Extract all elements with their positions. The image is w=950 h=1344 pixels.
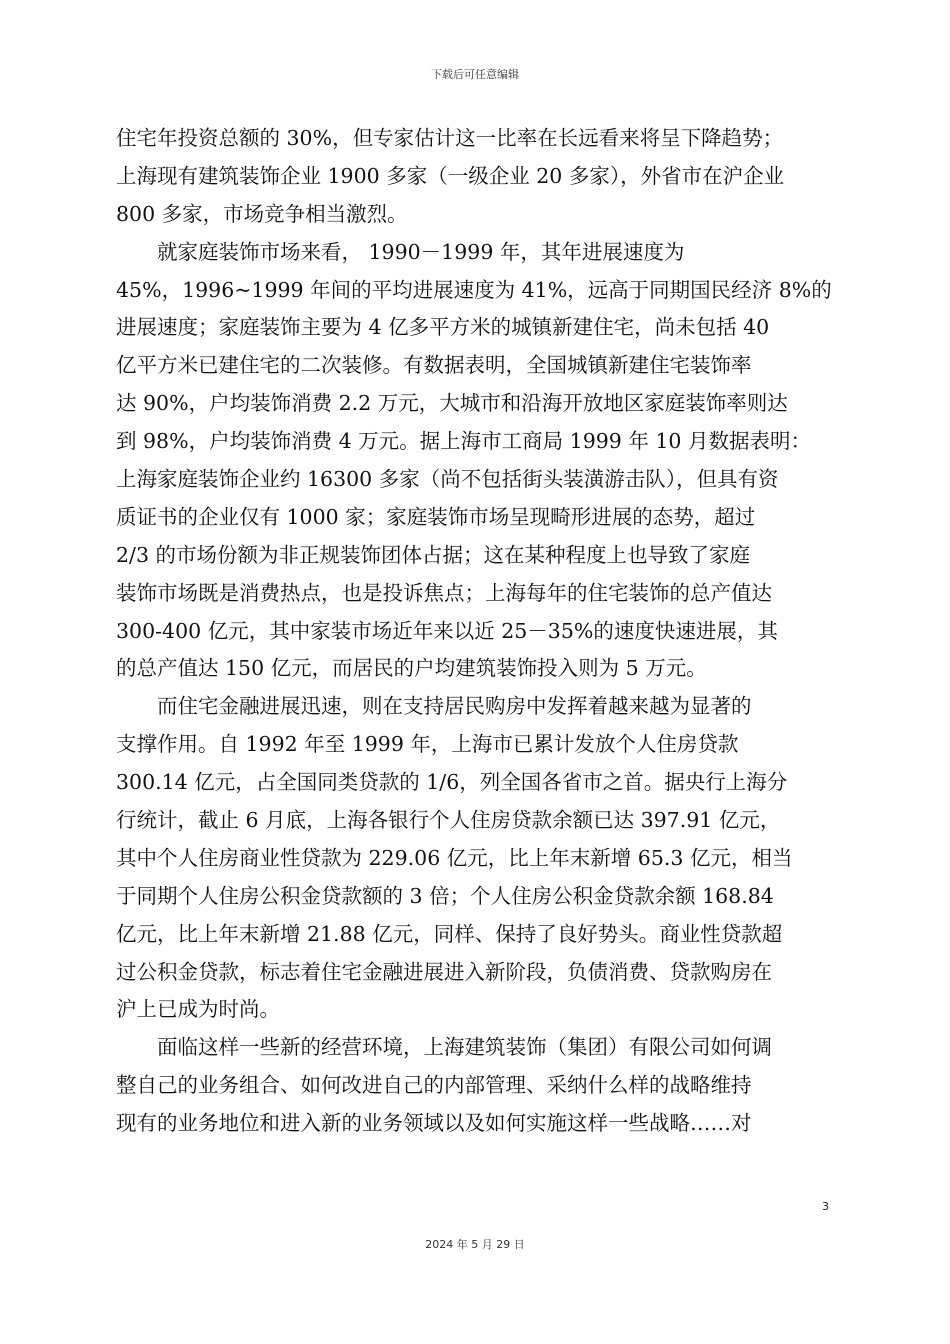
text-line: 300.14 亿元，占全国同类贷款的 1/6，列全国各省市之首。据央行上海分 xyxy=(116,770,788,795)
page-number: 3 xyxy=(822,1200,829,1213)
text-line: 整自己的业务组合、如何改进自己的内部管理、采纳什么样的战略维持 xyxy=(116,1073,752,1098)
text-line: 上海现有建筑装饰企业 1900 多家（一级企业 20 多家），外省市在沪企业 xyxy=(116,163,785,188)
page-footer-date: 2024 年 5 月 29 日 xyxy=(425,1238,525,1251)
page-header: 下载后可任意编辑 xyxy=(431,68,519,81)
text-line: 达 90%，户均装饰消费 2.2 万元，大城市和沿海开放地区家庭装饰率则达 xyxy=(116,391,788,416)
text-line: 800 多家，市场竞争相当激烈。 xyxy=(116,201,408,226)
paragraph-start-line: 面临这样一些新的经营环境，上海建筑装饰（集团）有限公司如何调 xyxy=(157,1035,772,1060)
text-line: 过公积金贷款，标志着住宅金融进展进入新阶段，负债消费、贷款购房在 xyxy=(116,959,772,984)
text-line: 支撑作用。自 1992 年至 1999 年，上海市已累计发放个人住房贷款 xyxy=(116,732,739,757)
text-line: 到 98%，户均装饰消费 4 万元。据上海市工商局 1999 年 10 月数据表明： xyxy=(116,429,811,454)
text-line: 行统计，截止 6 月底，上海各银行个人住房贷款余额已达 397.91 亿元， xyxy=(116,808,781,833)
text-line: 45%，1996~1999 年间的平均进展速度为 41%，远高于同期国民经济 8%的 xyxy=(116,277,832,302)
text-line: 装饰市场既是消费热点，也是投诉焦点；上海每年的住宅装饰的总产值达 xyxy=(116,580,772,605)
paragraph-start-line: 就家庭装饰市场来看， 1990－1999 年，其年进展速度为 xyxy=(157,239,685,264)
text-line: 进展速度；家庭装饰主要为 4 亿多平方米的城镇新建住宅，尚未包括 40 xyxy=(116,315,770,340)
text-line: 上海家庭装饰企业约 16300 多家（尚不包括街头装潢游击队），但具有资 xyxy=(116,467,779,492)
text-line: 于同期个人住房公积金贷款额的 3 倍；个人住房公积金贷款余额 168.84 xyxy=(116,883,774,908)
text-line: 亿元，比上年末新增 21.88 亿元，同样、保持了良好势头。商业性贷款超 xyxy=(116,921,783,946)
paragraph-start-line: 而住宅金融进展迅速，则在支持居民购房中发挥着越来越为显著的 xyxy=(157,694,752,719)
text-line: 的总产值达 150 亿元，而居民的户均建筑装饰投入则为 5 万元。 xyxy=(116,656,707,681)
text-line: 沪上已成为时尚。 xyxy=(116,997,280,1022)
text-line: 2/3 的市场份额为非正规装饰团体占据；这在某种程度上也导致了家庭 xyxy=(116,542,751,567)
text-line: 现有的业务地位和进入新的业务领域以及如何实施这样一些战略……对 xyxy=(116,1111,752,1136)
text-line: 质证书的企业仅有 1000 家；家庭装饰市场呈现畸形进展的态势，超过 xyxy=(116,504,756,529)
text-line: 住宅年投资总额的 30%，但专家估计这一比率在长远看来将呈下降趋势； xyxy=(116,126,784,150)
text-line: 亿平方米已建住宅的二次装修。有数据表明，全国城镇新建住宅装饰率 xyxy=(116,353,752,378)
text-line: 其中个人住房商业性贷款为 229.06 亿元，比上年末新增 65.3 亿元，相当 xyxy=(116,845,793,870)
text-line: 300-400 亿元，其中家装市场近年来以近 25－35%的速度快速进展，其 xyxy=(116,618,778,643)
document-body xyxy=(116,120,836,1143)
